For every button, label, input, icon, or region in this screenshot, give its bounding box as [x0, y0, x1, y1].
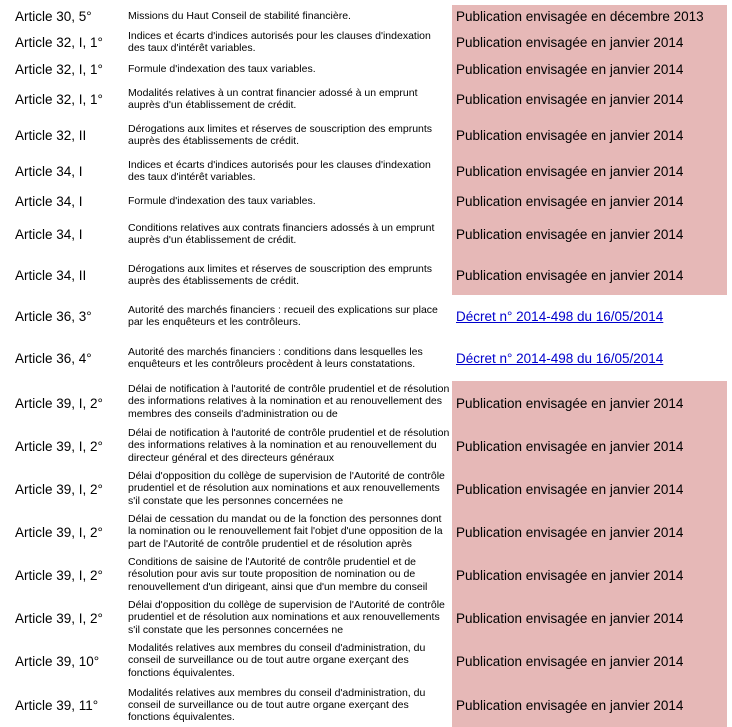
description-cell: Modalités relatives aux membres du conseil d'administration, du conseil de surveillance ou de tout autre organe exerçant des fonctions équivalentes. [128, 642, 426, 679]
article-cell: Article 34, I [15, 163, 83, 179]
status-cell: Publication envisagée en janvier 2014 [452, 189, 727, 213]
description-cell: Délai de notification à l'autorité de contrôle prudentiel et de résolution des informations relatives à la nomination et au renouvellement du directeur général et des directeurs généraux [128, 427, 450, 464]
description-cell: Conditions de saisine de l'Autorité de contrôle prudentiel et de résolution pour avis sur toute proposition de nomination ou de renouvellement d'un dirigeant, ainsi que d'un membre du conseil [128, 556, 428, 593]
article-cell: Article 39, I, 2° [15, 439, 103, 454]
article-cell: Article 34, I [15, 193, 83, 209]
description-cell: Délai d'opposition du collège de supervision de l'Autorité de contrôle prudentiel et de résolution aux nominations et aux renouvellements s'il constate que les personnes concernées ne [128, 599, 445, 636]
table-row [0, 511, 732, 554]
article-cell: Article 32, II [15, 127, 87, 143]
table-row [0, 381, 732, 425]
status-cell: Publication envisagée en janvier 2014 [452, 683, 727, 727]
article-cell: Article 32, I, 1° [15, 34, 103, 50]
status-cell [452, 295, 727, 337]
decree-link[interactable]: Décret n° 2014-498 du 16/05/2014 [456, 308, 664, 324]
table-row [0, 153, 732, 189]
table-row [0, 81, 732, 117]
description-cell: Modalités relatives à un contrat financier adossé à un emprunt auprès d'un établissement de crédit. [128, 86, 418, 111]
article-cell: Article 36, 4° [15, 350, 92, 366]
table-row [0, 640, 732, 683]
table-row [0, 597, 732, 640]
article-cell: Article 36, 3° [15, 308, 92, 324]
article-cell: Article 39, I, 2° [15, 395, 103, 411]
description-cell: Délai d'opposition du collège de supervision de l'Autorité de contrôle prudentiel et de résolution aux nominations et aux renouvellements s'il constate que les personnes concernées ne [128, 470, 445, 507]
description-cell: Missions du Haut Conseil de stabilité financière. [128, 9, 351, 22]
description-cell: Délai de notification à l'autorité de contrôle prudentiel et de résolution des informations relatives à la nomination et au renouvellement des membres des conseils d'administration ou de [128, 383, 450, 420]
article-cell: Article 39, 11° [15, 697, 99, 713]
description-cell: Délai de cessation du mandat ou de la fonction des personnes dont la nomination ou le renouvellement fait l'objet d'une opposition de la part de l'Autorité de contrôle prudentiel et de résolution après [128, 513, 443, 550]
description-cell: Formule d'indexation des taux variables. [128, 62, 316, 75]
status-cell: Publication envisagée en janvier 2014 [452, 57, 727, 81]
article-cell: Article 32, I, 1° [15, 61, 103, 77]
article-cell: Article 34, II [15, 267, 87, 283]
table-row [0, 117, 732, 153]
article-cell: Article 34, I [15, 226, 83, 242]
status-cell: Publication envisagée en janvier 2014 [452, 640, 727, 683]
table-row [0, 5, 732, 27]
status-cell: Publication envisagée en janvier 2014 [452, 255, 727, 295]
status-cell: Publication envisagée en décembre 2013 [452, 5, 727, 27]
article-cell: Article 30, 5° [15, 8, 92, 24]
description-cell: Dérogations aux limites et réserves de souscription des emprunts auprès des établissements de crédit. [128, 122, 433, 147]
article-cell: Article 39, I, 2° [15, 611, 103, 626]
table-row [0, 337, 732, 379]
description-cell: Conditions relatives aux contrats financiers adossés à un emprunt auprès d'un établissement de crédit. [128, 221, 435, 246]
article-cell: Article 32, I, 1° [15, 91, 103, 107]
table-row [0, 554, 732, 597]
status-cell [452, 337, 727, 379]
status-cell: Publication envisagée en janvier 2014 [452, 425, 727, 468]
description-cell: Indices et écarts d'indices autorisés pour les clauses d'indexation des taux d'intérêt variables. [128, 29, 431, 54]
status-cell: Publication envisagée en janvier 2014 [452, 153, 727, 189]
description-cell: Modalités relatives aux membres du conseil d'administration, du conseil de surveillance ou de tout autre organe exerçant des fonctions équivalentes. [128, 686, 426, 724]
table-row [0, 213, 732, 255]
decree-link[interactable]: Décret n° 2014-498 du 16/05/2014 [456, 350, 664, 366]
status-cell: Publication envisagée en janvier 2014 [452, 81, 727, 117]
description-cell: Dérogations aux limites et réserves de souscription des emprunts auprès des établissements de crédit. [128, 262, 433, 287]
status-cell: Publication envisagée en janvier 2014 [452, 554, 727, 597]
description-cell: Formule d'indexation des taux variables. [128, 194, 316, 207]
status-cell: Publication envisagée en janvier 2014 [452, 468, 727, 511]
table-row [0, 57, 732, 81]
status-cell: Publication envisagée en janvier 2014 [452, 117, 727, 153]
description-cell: Autorité des marchés financiers : recueil des explications sur place par les enquêteurs et les contrôleurs. [128, 303, 438, 328]
description-cell: Indices et écarts d'indices autorisés pour les clauses d'indexation des taux d'intérêt variables. [128, 158, 431, 183]
status-cell: Publication envisagée en janvier 2014 [452, 597, 727, 640]
status-cell: Publication envisagée en janvier 2014 [452, 381, 727, 425]
article-cell: Article 39, 10° [15, 654, 100, 669]
status-cell: Publication envisagée en janvier 2014 [452, 213, 727, 255]
table-row [0, 27, 732, 57]
table-row [0, 683, 732, 727]
article-cell: Article 39, I, 2° [15, 525, 103, 540]
status-cell: Publication envisagée en janvier 2014 [452, 27, 727, 57]
table-row [0, 468, 732, 511]
table-row [0, 425, 732, 468]
description-cell: Autorité des marchés financiers : conditions dans lesquelles les enquêteurs et les contrôleurs procèdent à leurs constatations. [128, 345, 423, 370]
article-cell: Article 39, I, 2° [15, 568, 103, 583]
table-row [0, 255, 732, 295]
status-cell: Publication envisagée en janvier 2014 [452, 511, 727, 554]
table-row [0, 189, 732, 213]
article-cell: Article 39, I, 2° [15, 482, 103, 497]
table-row [0, 295, 732, 337]
